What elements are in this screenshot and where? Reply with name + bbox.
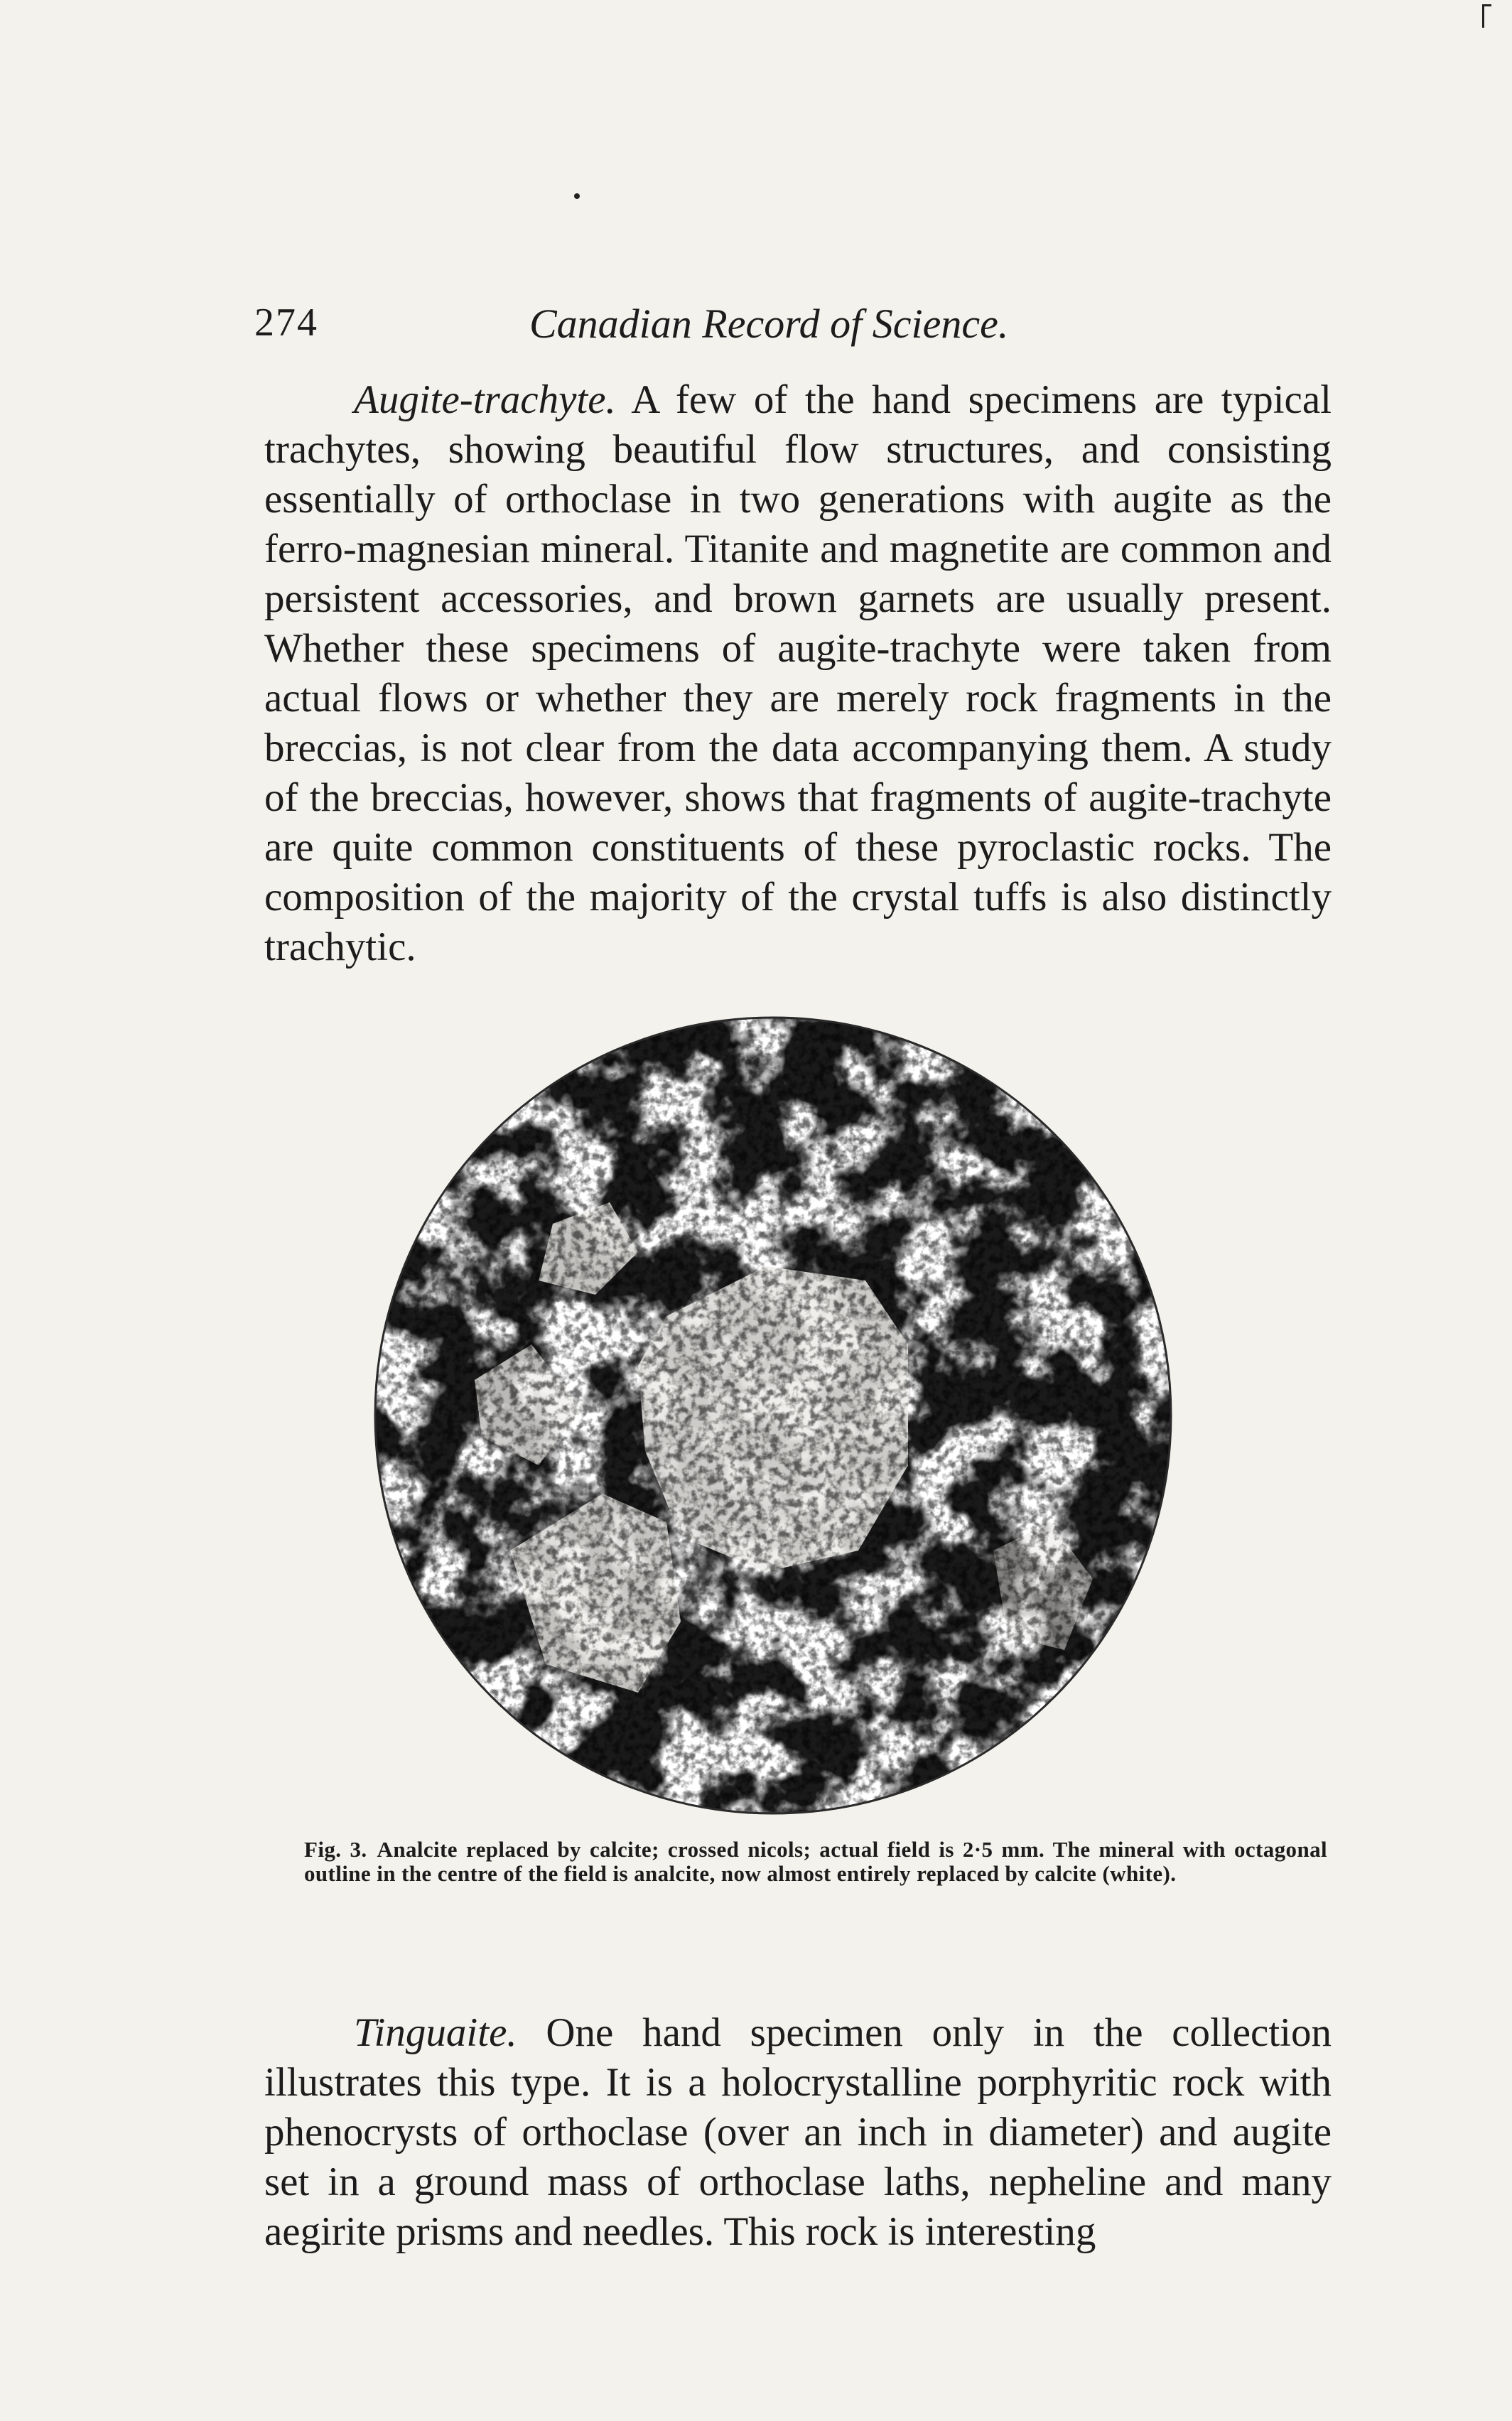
- page-header: [0, 300, 1512, 357]
- figure-caption: [304, 1838, 1327, 1886]
- paragraph-body: A few of the hand specimens are typical trachytes, showing beautiful flow structures, and consisting essentially of orthoclase in two generations with augite as the ferro-magnesian mineral. Titanite and magnetite are common and persistent accessories, and brown garnets are usually present. Whether these specimens of augite-trachyte were taken from actual flows or whether they are merely rock fragments in the breccias, is not clear from the data accompanying them. A study of the breccias, however, shows that fragments of augite-trachyte are quite common constituents of these pyroclastic rocks. The composition of the majority of the crystal tuffs is also distinctly trachytic.: [264, 377, 1332, 969]
- figure-caption-text: Analcite replaced by calcite; crossed nicols; actual field is 2·5 mm. The mineral with octagonal outline in the centre of the field is analcite, now almost entirely replaced by calcite (white).: [304, 1837, 1328, 1886]
- page-number: 274: [254, 301, 318, 345]
- thin-section-micrograph: [368, 1010, 1178, 1821]
- ink-dot: [574, 193, 580, 199]
- margin-mark: [1482, 4, 1491, 28]
- micrograph-figure: [368, 1010, 1178, 1821]
- running-title: Canadian Record of Science.: [529, 301, 1009, 347]
- paragraph-lead: Tinguaite.: [354, 2010, 517, 2055]
- paragraph-lead: Augite-trachyte.: [354, 377, 616, 422]
- figure-label: Fig. 3.: [304, 1837, 367, 1862]
- paragraph-tinguaite: [264, 2008, 1332, 2257]
- paragraph-body: One hand specimen only in the collection illustrates this type. It is a holocrystalline porphyritic rock with phenocrysts of orthoclase (over an inch in diameter) and augite set in a ground mass of orthoclase laths, nepheline and many aegirite prisms and needles. This rock is interesting: [264, 2010, 1332, 2254]
- paragraph-augite-trachyte: [264, 375, 1332, 972]
